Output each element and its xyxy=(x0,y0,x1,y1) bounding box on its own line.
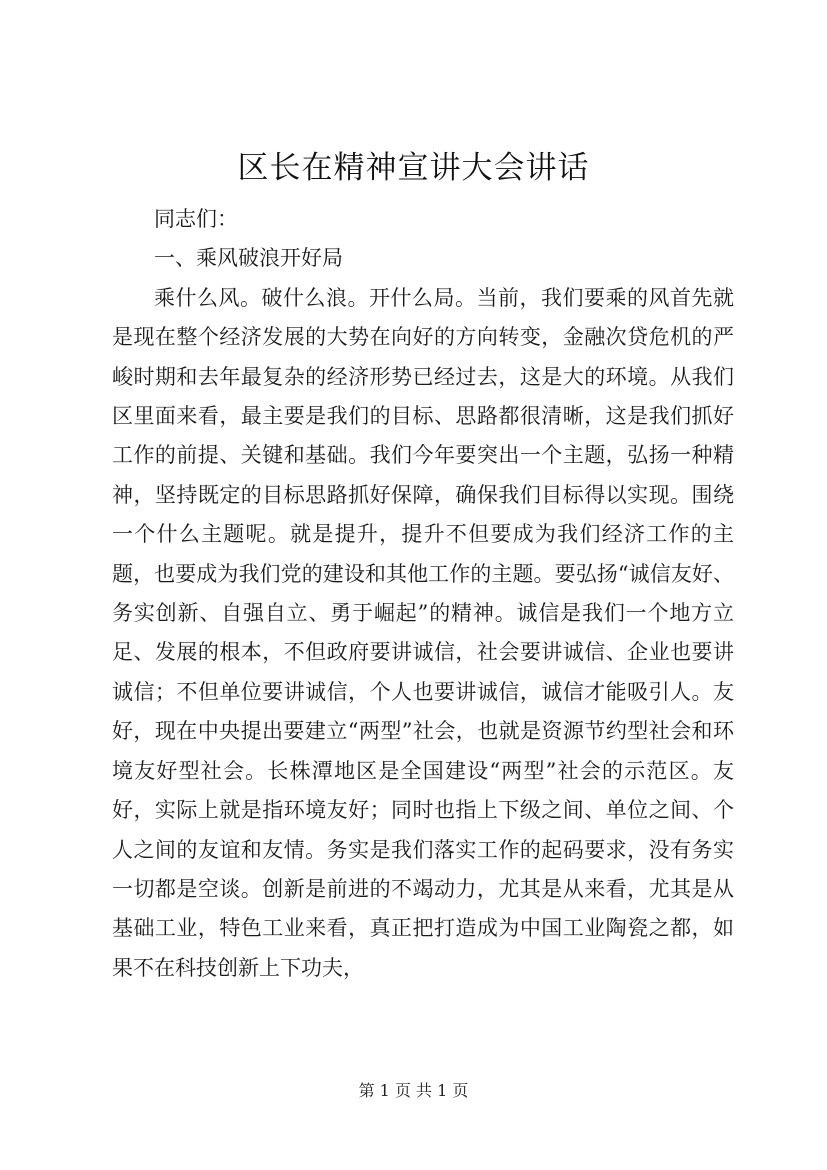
document-title: 区长在精神宣讲大会讲话 xyxy=(237,150,590,186)
section-heading-paragraph: 一、乘风破浪开好局 xyxy=(154,246,343,271)
page-footer: 第 1 页 共 1 页 xyxy=(358,1081,469,1100)
body-paragraph: 乘什么风。破什么浪。开什么局。当前，我们要乘的风首先就是现在整个经济发展的大势在向好的方向转变，金融次贷危机的严峻时期和去年最复杂的经济形势已经过去，这是大的环境。从我们区里面来看，最主要是我们的目标、思路都很清晰，这是我们抓好工作的前提、关键和基础。我们今年要突出一个主题，弘扬一种精神，坚持既定的目标思路抓好保障，确保我们目标得以实现。围绕一个什么主题呢。就是提升，提升不但要成为我们经济工作的主题，也要成为我们党的建设和其他工作的主题。要弘扬“诚信友好、务实创新、自强自立、勇于崛起”的精神。诚信是我们一个地方立足、发展的根本，不但政府要讲诚信，社会要讲诚信、企业也要讲诚信；不但单位要讲诚信，个人也要讲诚信，诚信才能吸引人。友好，现在中央提出要建立“两型”社会，也就是资源节约型社会和环境友好型社会。长株潭地区是全国建设“两型”社会的示范区。友好，实际上就是指环境友好；同时也指上下级之间、单位之间、个人之间的友谊和友情。务实是我们落实工作的起码要求，没有务实一切都是空谈。创新是前进的不竭动力，尤其是从来看，尤其是从基础工业，特色工业来看，真正把打造成为中国工业陶瓷之都，如果不在科技创新上下功夫， xyxy=(112,285,734,980)
salutation-paragraph: 同志们： xyxy=(154,207,238,231)
document-body xyxy=(112,200,734,988)
